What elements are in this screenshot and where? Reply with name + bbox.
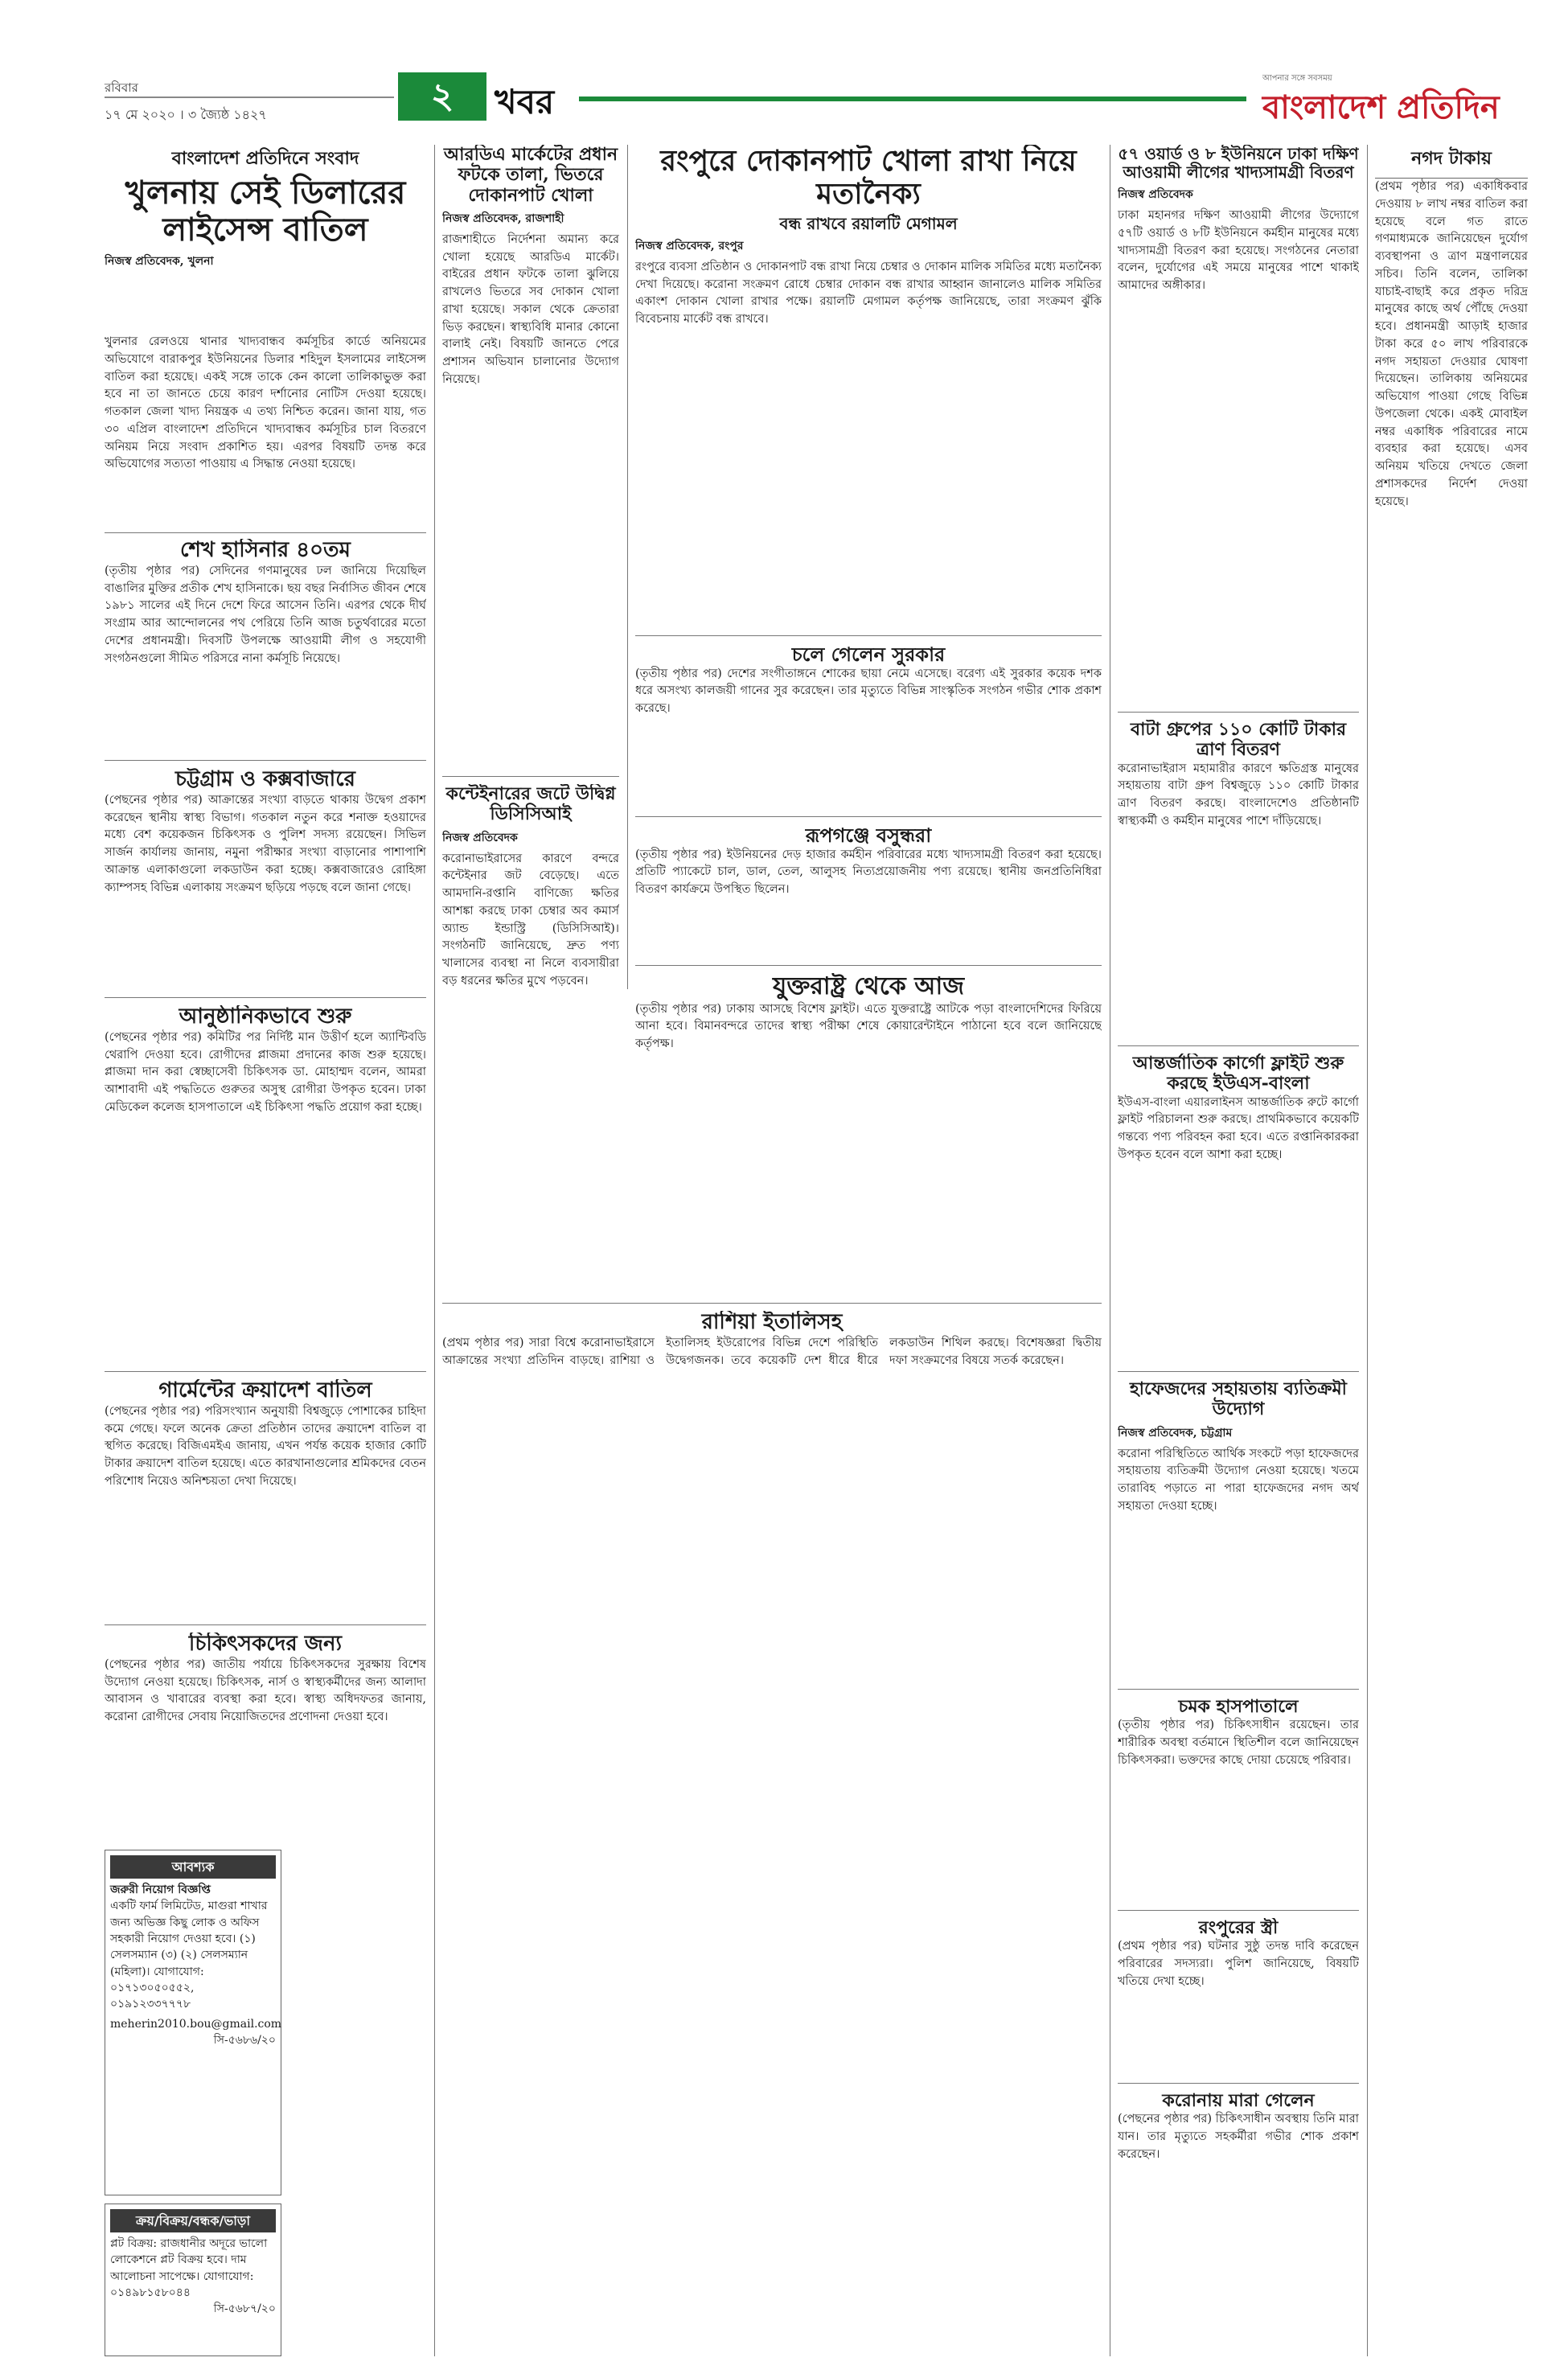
divider	[105, 532, 426, 533]
article-body: (পেছনের পৃষ্ঠার পর) পরিসংখ্যান অনুযায়ী বিশ্বজুড়ে পোশাকের চাহিদা কমে গেছে। ফলে অনেক ক্রেতা প্রতিষ্ঠান তাদের ক্রয়াদেশ বাতিল বা স্থগিত করেছে। বিজিএমইএ জানায়, এখন পর্যন্ত কয়েক হাজার কোটি টাকার ক্রয়াদেশ বাতিল হয়েছে। এতে কারখানাগুলোর শ্রমিকদের বেতন পরিশোধ নিয়েও অনিশ্চয়তা দেখা দিয়েছে।	[105, 1404, 426, 1488]
article-headline: যুক্তরাষ্ট্র থেকে আজ	[772, 973, 965, 1000]
divider	[1118, 1371, 1359, 1372]
divider	[635, 965, 1102, 966]
divider	[105, 1624, 426, 1625]
article-byline: নিজস্ব প্রতিবেদক	[442, 831, 518, 844]
article-khulna	[105, 145, 426, 330]
article-headline: রংপুরে দোকানপাট খোলা রাখা নিয়ে মতানৈক্য	[660, 145, 1077, 212]
ad-sale-body: প্লট বিক্রয়: রাজধানীর অদূরে ভালো লোকেশনে প্লট বিক্রয় হবে। দাম আলোচনা সাপেক্ষে। যোগাযোগ: ০১৪৯৮১৫৮০৪৪	[110, 2237, 268, 2300]
article-awami	[1118, 145, 1359, 708]
article-hafez	[1118, 1379, 1359, 1685]
article-kicker: বাংলাদেশ প্রতিদিনে সংবাদ	[171, 148, 359, 169]
logo-name: বাংলাদেশ প্রতিদিন	[1262, 88, 1500, 126]
divider	[105, 760, 426, 761]
article-headline: হাফেজদের সহায়তায় ব্যতিক্রমী উদ্যোগ	[1130, 1379, 1347, 1420]
masthead-date: ১৭ মে ২০২০ । ৩ জ্যৈষ্ঠ ১৪২৭	[105, 107, 267, 122]
logo-tagline: আপনার সঙ্গে সবসময়	[1262, 74, 1332, 83]
article-byline: নিজস্ব প্রতিবেদক, খুলনা	[105, 255, 214, 268]
article-headline: আনুষ্ঠানিকভাবে শুরু	[179, 1005, 352, 1029]
article-headline: করোনায় মারা গেলেন	[1162, 2091, 1315, 2111]
article-garments	[105, 1379, 426, 1620]
article-headline: আন্তর্জাতিক কার্গো ফ্লাইট শুরু করছে ইউএস-বাংলা	[1132, 1054, 1344, 1095]
divider	[442, 776, 619, 777]
column-rule	[434, 145, 435, 2356]
article-headline: শেখ হাসিনার ৪০তম	[179, 539, 351, 562]
article-body: রাজশাহীতে নির্দেশনা অমান্য করে খোলা হয়েছে আরডিএ মার্কেট। বাইরের প্রধান ফটকে তালা ঝুলিয়ে রাখলেও ভিতরে সব দোকান খোলা রাখা হয়েছে। সকাল থেকে ক্রেতারা ভিড় করছেন। স্বাস্থ্যবিধি মানার কোনো বালাই নেই। বিষয়টি জানতে পেরে প্রশাসন অভিযান চালানোর উদ্যোগ নিয়েছে।	[442, 232, 619, 386]
article-body: রংপুরে ব্যবসা প্রতিষ্ঠান ও দোকানপাট বন্ধ রাখা নিয়ে চেম্বার ও দোকান মালিক সমিতির মধ্যে মতানৈক্য দেখা দিয়েছে। করোনা সংক্রমণ রোধে চেম্বার দোকান বন্ধ রাখার আহ্বান জানালেও মালিক সমিতির একাংশ দোকান খোলা রাখার পক্ষে। রয়ালটি মেগামল কর্তৃপক্ষ জানিয়েছে, তারা সংক্রমণ ঝুঁকি বিবেচনায় মার্কেট বন্ধ রাখবে।	[635, 260, 1102, 327]
divider	[635, 816, 1102, 817]
article-headline: রূপগঞ্জে বসুন্ধরা	[805, 824, 932, 847]
article-body: (প্রথম পৃষ্ঠার পর) ঘটনার সুষ্ঠু তদন্ত দাবি করেছেন পরিবারের সদস্যরা। পুলিশ জানিয়েছে, বিষয়টি খতিয়ে দেখা হচ্ছে।	[1118, 1940, 1359, 1988]
article-body: ইউএস-বাংলা এয়ারলাইনস আন্তর্জাতিক রুটে কার্গো ফ্লাইট পরিচালনা শুরু করছে। প্রাথমিকভাবে কয়েকটি গন্তব্যে পণ্য পরিবহন করা হবে। এতে রপ্তানিকারকরা উপকৃত হবেন বলে আশা করা হচ্ছে।	[1118, 1095, 1359, 1161]
ad-job-title: জরুরী নিয়োগ বিজ্ঞপ্তি	[110, 1883, 211, 1897]
article-body: (পেছনের পৃষ্ঠার পর) চিকিৎসাধীন অবস্থায় তিনি মারা যান। তার মৃত্যুতে সহকর্মীরা গভীর শোক প্রকাশ করেছেন।	[1118, 2113, 1359, 2161]
masthead-rule	[105, 97, 394, 98]
ad-sale-ref: সি-৫৬৮৭/২০	[213, 2302, 276, 2316]
article-body: খুলনার রেলওয়ে থানার খাদ্যবান্ধব কর্মসূচির কার্ডে অনিয়মের অভিযোগে বারাকপুর ইউনিয়নের ডিলার শহিদুল ইসলামের লাইসেন্স বাতিল করা হয়েছে। একই সঙ্গে তাকে কেন কালো তালিকাভুক্ত করা হবে না তা জানতে চেয়ে কারণ দর্শানোর নোটিস দেওয়া হয়েছে। গতকাল জেলা খাদ্য নিয়ন্ত্রক এ তথ্য নিশ্চিত করেন। জানা যায়, গত ৩০ এপ্রিল বাংলাদেশ প্রতিদিনে খাদ্যবান্ধব কর্মসূচির চাল বিতরণে অনিয়ম নিয়ে সংবাদ প্রকাশিত হয়। এরপর বিষয়টি তদন্ত করে অভিযোগের সত্যতা পাওয়ায় এ সিদ্ধান্ত নেওয়া হয়েছে।	[105, 335, 426, 471]
article-usa	[635, 973, 1102, 1134]
article-bata	[1118, 720, 1359, 1041]
article-corona-death	[1118, 2091, 1359, 2356]
ad-job-ref: সি-৫৬৮৬/২০	[213, 2033, 276, 2047]
article-headline: আরডিএ মার্কেটের প্রধান ফটকে তালা, ভিতরে দোকানপাট খোলা	[443, 145, 618, 206]
divider	[1118, 1689, 1359, 1690]
article-byline: নিজস্ব প্রতিবেদক, চট্টগ্রাম	[1118, 1426, 1233, 1440]
divider	[105, 1371, 426, 1372]
article-headline: রাশিয়া ইতালিসহ	[701, 1311, 843, 1334]
article-body: করোনাভাইরাসের কারণে বন্দরে কন্টেইনার জট বেড়েছে। এতে আমদানি-রপ্তানি বাণিজ্যে ক্ষতির আশঙ্কা করছে ঢাকা চেম্বার অব কমার্স অ্যান্ড ইন্ডাস্ট্রি (ডিসিসিআই)। সংগঠনটি জানিয়েছে, দ্রুত পণ্য খালাসের ব্যবস্থা না নিলে ব্যবসায়ীরা বড় ধরনের ক্ষতির মুখে পড়বেন।	[442, 852, 619, 988]
divider	[1118, 2083, 1359, 2084]
masthead-bar	[579, 97, 1246, 101]
ad-job-email[interactable]: meherin2010.bou@gmail.com	[110, 2017, 282, 2031]
article-rangpur-wife	[1118, 1918, 1359, 2079]
article-body: (তৃতীয় পৃষ্ঠার পর) ঢাকায় আসছে বিশেষ ফ্লাইট। এতে যুক্তরাষ্ট্রে আটকে পড়া বাংলাদেশিদের ফিরিয়ে আনা হবে। বিমানবন্দরে তাদের স্বাস্থ্য পরীক্ষা শেষে কোয়ারেন্টাইনে পাঠানো হবে বলে জানিয়েছে কর্তৃপক্ষ।	[635, 1002, 1102, 1050]
article-body: ঢাকা মহানগর দক্ষিণ আওয়ামী লীগের উদ্যোগে ৫৭টি ওয়ার্ড ও ৮টি ইউনিয়নে কর্মহীন মানুষের মধ্যে খাদ্যসামগ্রী বিতরণ করা হয়েছে। সংগঠনের নেতারা বলেন, দুর্যোগের এই সময়ে মানুষের পাশে থাকাই আমাদের অঙ্গীকার।	[1118, 209, 1359, 292]
article-body: (তৃতীয় পৃষ্ঠার পর) সেদিনের গণমানুষের ঢল জানিয়ে দিয়েছিল বাঙালির মুক্তির প্রতীক শেখ হাসিনাকে। ছয় বছর নির্বাসিত জীবন শেষে ১৯৮১ সালের এই দিনে দেশে ফিরে আসেন তিনি। এরপর থেকে দীর্ঘ সংগ্রাম আর আন্দোলনের পথ পেরিয়ে তিনি আজ চতুর্থবারের মতো দেশের প্রধানমন্ত্রী। দিবসটি উপলক্ষে আওয়ামী লীগ ও সহযোগী সংগঠনগুলো সীমিত পরিসরে নানা কর্মসূচি নিয়েছে।	[105, 564, 426, 665]
ad-sale	[105, 2204, 281, 2356]
article-headline: রংপুরের স্ত্রী	[1198, 1918, 1279, 1938]
newspaper-logo[interactable]	[1262, 72, 1528, 129]
article-body: করোনা পরিস্থিতিতে আর্থিক সংকটে পড়া হাফেজদের সহায়তায় ব্যতিক্রমী উদ্যোগ নেওয়া হয়েছে। খতমে তারাবিহ পড়াতে না পারা হাফেজদের নগদ অর্থ সহায়তা দেওয়া হচ্ছে।	[1118, 1447, 1359, 1513]
article-khulna-body	[105, 334, 426, 527]
article-hasina	[105, 539, 426, 756]
article-cargo	[1118, 1054, 1359, 1367]
ad-header: আবশ্যক	[110, 1855, 276, 1879]
article-headline: খুলনায় সেই ডিলারের লাইসেন্স বাতিল	[125, 174, 406, 248]
article-body: (তৃতীয় পৃষ্ঠার পর) দেশের সংগীতাঙ্গনে শোকের ছায়া নেমে এসেছে। বরেণ্য এই সুরকার কয়েক দশক ধরে অসংখ্য কালজয়ী গানের সুর করেছেন। তার মৃত্যুতে বিভিন্ন সাংস্কৃতিক সংগঠন গভীর শোক প্রকাশ করেছে।	[635, 667, 1102, 716]
article-body: (তৃতীয় পৃষ্ঠার পর) চিকিৎসাধীন রয়েছেন। তার শারীরিক অবস্থা বর্তমানে স্থিতিশীল বলে জানিয়েছেন চিকিৎসকরা। ভক্তদের কাছে দোয়া চেয়েছে পরিবার।	[1118, 1719, 1359, 1767]
article-surkar	[635, 643, 1102, 812]
article-chamak	[1118, 1697, 1359, 1906]
ad-job-body: একটি ফার্ম লিমিটেড, মাগুরা শাখার জন্য অভিজ্ঞ কিছু লোক ও অফিস সহকারী নিয়োগ দেওয়া হবে। (১) সেলসম্যান (৩) (২) সেলসম্যান (মহিলা)। যোগাযোগ: ০১৭১৩০৫০৫৫২, ০১৯১২৩৩৭৭৭৮	[110, 1900, 268, 2011]
masthead-day: রবিবার	[105, 80, 138, 95]
divider	[442, 1303, 1102, 1304]
article-headline: কন্টেইনারের জটে উদ্বিগ্ন ডিসিসিআই	[445, 784, 616, 825]
article-body: (প্রথম পৃষ্ঠার পর) সারা বিশ্বে করোনাভাইরাসে আক্রান্তের সংখ্যা প্রতিদিন বাড়ছে। রাশিয়া ও ইতালিসহ ইউরোপের বিভিন্ন দেশে পরিস্থিতি উদ্বেগজনক। তবে কয়েকটি দেশ ধীরে ধীরে লকডাউন শিথিল করছে। বিশেষজ্ঞরা দ্বিতীয় দফা সংক্রমণের বিষয়ে সতর্ক করেছেন।	[442, 1336, 1102, 1367]
article-ctg	[105, 768, 426, 993]
article-russia	[442, 1311, 1102, 2356]
article-headline: বাটা গ্রুপের ১১০ কোটি টাকার ত্রাণ বিতরণ	[1130, 720, 1347, 761]
article-rupganj	[635, 824, 1102, 961]
ad-sale-header: ক্রয়/বিক্রয়/বন্ধক/ভাড়া	[110, 2209, 276, 2232]
divider	[105, 997, 426, 998]
article-subhead: বন্ধ রাখবে রয়ালটি মেগামল	[779, 213, 958, 233]
article-byline: নিজস্ব প্রতিবেদক, রাজশাহী	[442, 212, 564, 225]
article-headline: চমক হাসপাতালে	[1178, 1697, 1299, 1717]
article-body: (প্রথম পৃষ্ঠার পর) একাধিকবার দেওয়ায় ৮ লাখ নম্বর বাতিল করা হয়েছে বলে গত রাতে গণমাধ্যমকে জানিয়েছেন দুর্যোগ ব্যবস্থাপনা ও ত্রাণ মন্ত্রণালয়ের সচিব। তিনি বলেন, তালিকা যাচাই-বাছাই করে প্রকৃত দরিদ্র মানুষের কাছে অর্থ পৌঁছে দেওয়া হবে। প্রধানমন্ত্রী আড়াই হাজার টাকা করে ৫০ লাখ পরিবারকে নগদ সহায়তা দেওয়ার ঘোষণা দিয়েছেন। তালিকায় অনিয়মের অভিযোগ পাওয়া গেছে বিভিন্ন উপজেলা থেকে। একই মোবাইল নম্বর একাধিক পরিবারের নামে ব্যবহার করা হয়েছে। এসব অনিয়ম খতিয়ে দেখতে জেলা প্রশাসকদের নির্দেশ দেওয়া হয়েছে।	[1375, 180, 1528, 508]
page-number: ২	[398, 72, 486, 121]
divider	[1118, 1045, 1359, 1046]
article-body: (পেছনের পৃষ্ঠার পর) আক্রান্তের সংখ্যা বাড়তে থাকায় উদ্বেগ প্রকাশ করেছেন স্থানীয় স্বাস্থ্য বিভাগ। গতকাল নতুন করে শনাক্ত হওয়াদের মধ্যে বেশ কয়েকজন চিকিৎসক ও পুলিশ সদস্য রয়েছেন। সিভিল সার্জন কার্যালয় জানায়, নমুনা পরীক্ষার সংখ্যা বাড়ানোর পাশাপাশি আক্রান্ত এলাকাগুলো লকডাউন করা হচ্ছে। কক্সবাজারেও রোহিঙ্গা ক্যাম্পসহ বিভিন্ন এলাকায় সংক্রমণ ছড়িয়ে পড়ছে বলে জানা গেছে।	[105, 793, 426, 894]
article-body: (পেছনের পৃষ্ঠার পর) কমিটির পর নির্দিষ্ট মান উত্তীর্ণ হলে অ্যান্টিবডি থেরাপি দেওয়া হবে। রোগীদের প্লাজমা প্রদানের কাজ শুরু হয়েছে। প্লাজমা দান করা স্বেচ্ছাসেবী চিকিৎসক ডা. মোহাম্মদ বলেন, আমরা আশাবাদী এই পদ্ধতিতে গুরুতর অসুস্থ রোগীরা উপকৃত হবেন। ঢাকা মেডিকেল কলেজ হাসপাতালে এই চিকিৎসা পদ্ধতি প্রয়োগ করা হচ্ছে।	[105, 1030, 426, 1114]
article-doctors	[105, 1633, 426, 1834]
article-container	[442, 784, 619, 1299]
article-headline: নগদ টাকায়	[1375, 145, 1528, 179]
divider	[635, 635, 1102, 636]
article-byline: নিজস্ব প্রতিবেদক	[1118, 188, 1193, 201]
article-rangpur	[635, 145, 1102, 627]
ad-job	[105, 1850, 281, 2195]
article-market	[442, 145, 619, 772]
article-cash	[1375, 145, 1528, 2356]
article-headline: ৫৭ ওয়ার্ড ও ৮ ইউনিয়নে ঢাকা দক্ষিণ আওয়ামী লীগের খাদ্যসামগ্রী বিতরণ	[1118, 145, 1359, 182]
article-headline: চিকিৎসকদের জন্য	[188, 1633, 343, 1656]
article-headline: গার্মেন্টের ক্রয়াদেশ বাতিল	[158, 1379, 372, 1403]
divider	[1118, 1910, 1359, 1911]
article-headline: চলে গেলেন সুরকার	[791, 643, 946, 666]
article-body: করোনাভাইরাস মহামারীর কারণে ক্ষতিগ্রস্ত মানুষের সহায়তায় বাটা গ্রুপ বিশ্বজুড়ে ১১০ কোটি টাকার ত্রাণ বিতরণ করছে। বাংলাদেশেও প্রতিষ্ঠানটি স্বাস্থ্যকর্মী ও কর্মহীন মানুষের পাশে দাঁড়িয়েছে।	[1118, 762, 1359, 828]
article-body: (পেছনের পৃষ্ঠার পর) জাতীয় পর্যায়ে চিকিৎসকদের সুরক্ষায় বিশেষ উদ্যোগ নেওয়া হয়েছে। চিকিৎসক, নার্স ও স্বাস্থ্যকর্মীদের জন্য আলাদা আবাসন ও খাবারের ব্যবস্থা করা হবে। স্বাস্থ্য অধিদফতর জানায়, করোনা রোগীদের সেবায় নিয়োজিতদের প্রণোদনা দেওয়া হবে।	[105, 1657, 426, 1724]
article-byline: নিজস্ব প্রতিবেদক, রংপুর	[635, 239, 744, 253]
article-plasma	[105, 1005, 426, 1367]
article-body: (তৃতীয় পৃষ্ঠার পর) ইউনিয়নের দেড় হাজার কর্মহীন পরিবারের মধ্যে খাদ্যসামগ্রী বিতরণ করা হয়েছে। প্রতিটি প্যাকেটে চাল, ডাল, তেল, আলুসহ নিত্যপ্রয়োজনীয় পণ্য রয়েছে। স্থানীয় জনপ্রতিনিধিরা বিতরণ কার্যক্রমে উপস্থিত ছিলেন।	[635, 848, 1102, 897]
divider	[1118, 712, 1359, 713]
column-rule	[1367, 145, 1368, 2356]
section-title: খবর	[495, 82, 555, 121]
article-headline: চট্টগ্রাম ও কক্সবাজারে	[175, 768, 355, 791]
column-rule	[627, 145, 628, 989]
